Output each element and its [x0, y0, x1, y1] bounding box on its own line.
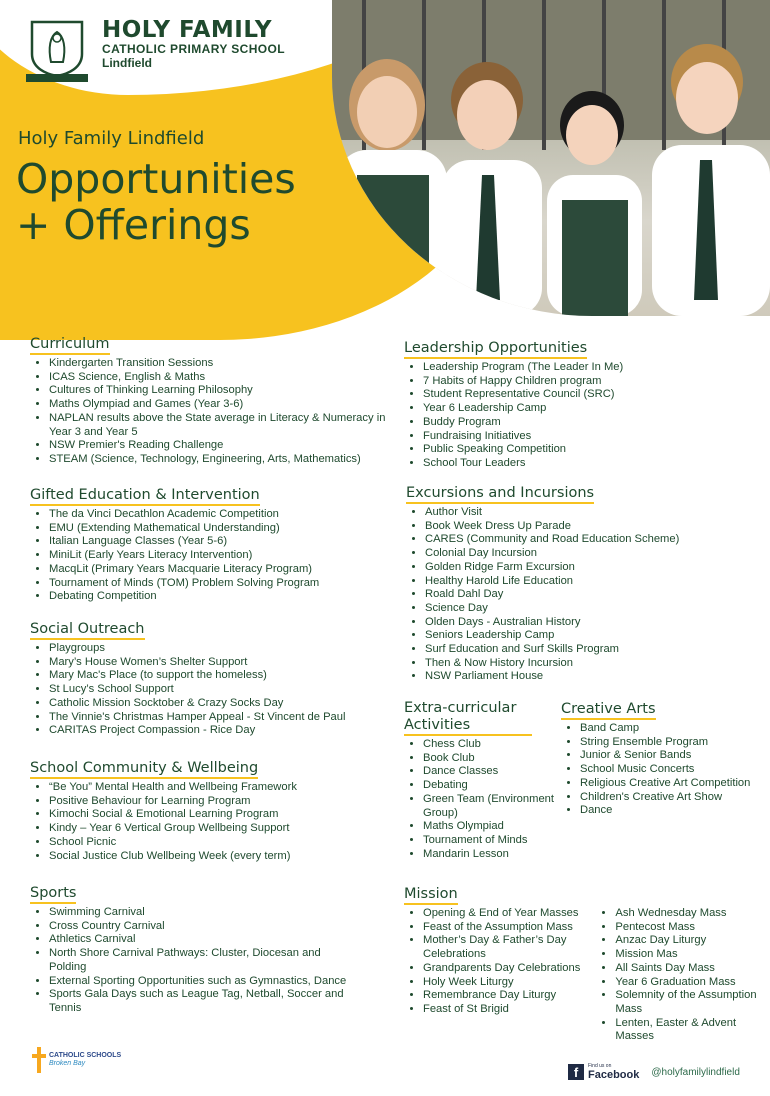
catholic-schools-logo — [32, 1045, 121, 1075]
list-item: • Mission Mas — [615, 948, 764, 962]
section-social-outreach — [30, 620, 400, 738]
list-item: • Debating — [423, 779, 554, 793]
item-list — [406, 506, 756, 684]
list-item: • ICAS Science, English & Maths — [49, 371, 400, 385]
list-item: • String Ensemble Program — [580, 736, 751, 750]
section-gifted — [30, 486, 400, 604]
fb-big-text: Facebook — [588, 1069, 640, 1081]
list-item: • “Be You” Mental Health and Wellbeing Framework — [49, 781, 400, 795]
list-item: • Religious Creative Art Competition — [580, 777, 751, 791]
list-item: • EMU (Extending Mathematical Understanding) — [49, 522, 400, 536]
list-item: • Children's Creative Art Show — [580, 791, 751, 805]
list-item: • St Lucy’s School Support — [49, 683, 400, 697]
section-heading: School Community & Wellbeing — [30, 760, 258, 779]
list-item: • Feast of St Brigid — [423, 1003, 596, 1017]
list-item: • All Saints Day Mass — [615, 962, 764, 976]
page-title — [16, 156, 296, 248]
list-item: • NAPLAN results above the State average in Literacy & Numeracy in Year 3 and Year 5 — [49, 412, 400, 439]
list-item: • The da Vinci Decathlon Academic Competition — [49, 508, 400, 522]
list-item: • Positive Behaviour for Learning Program — [49, 795, 400, 809]
list-item: • Dance — [580, 804, 751, 818]
list-item: • Fundraising Initiatives — [423, 430, 754, 444]
list-item: • Chess Club — [423, 738, 554, 752]
item-list-right — [596, 907, 764, 1044]
list-item: • Band Camp — [580, 722, 751, 736]
item-list — [30, 357, 400, 467]
section-heading: Social Outreach — [30, 621, 145, 640]
list-item: • NSW Parliament House — [425, 670, 756, 684]
section-curriculum — [30, 335, 400, 467]
list-item: • External Sporting Opportunities such as Gymnastics, Dance — [49, 975, 360, 989]
list-item: • Golden Ridge Farm Excursion — [425, 561, 756, 575]
list-item: • Social Justice Club Wellbeing Week (every term) — [49, 850, 400, 864]
item-list — [30, 906, 360, 1016]
crest-icon — [24, 18, 90, 82]
school-name: HOLY FAMILY — [102, 17, 273, 43]
facebook-icon: f — [568, 1064, 584, 1080]
item-list — [561, 722, 751, 818]
section-heading: Leadership Opportunities — [404, 340, 587, 359]
list-item: • Kimochi Social & Emotional Learning Program — [49, 808, 400, 822]
list-item: • STEAM (Science, Technology, Engineering, Arts, Mathematics) — [49, 453, 400, 467]
list-item: • North Shore Carnival Pathways: Cluster, Diocesan and Polding — [49, 947, 360, 974]
title-line-1: Opportunities — [16, 155, 296, 203]
list-item: • Seniors Leadership Camp — [425, 629, 756, 643]
section-leadership — [404, 339, 754, 471]
list-item: • The Vinnie's Christmas Hamper Appeal - St Vincent de Paul — [49, 711, 400, 725]
item-list — [30, 508, 400, 604]
list-item: • Kindergarten Transition Sessions — [49, 357, 400, 371]
list-item: • Mother’s Day & Father’s Day Celebrations — [423, 934, 596, 961]
section-heading: Curriculum — [30, 336, 110, 355]
list-item: • Colonial Day Incursion — [425, 547, 756, 561]
list-item: • Cross Country Carnival — [49, 920, 360, 934]
item-list — [404, 361, 754, 471]
section-mission — [404, 885, 764, 1044]
item-list — [30, 781, 400, 863]
item-list-left — [404, 907, 596, 1044]
list-item: • Maths Olympiad — [423, 820, 554, 834]
item-list — [404, 738, 554, 861]
list-item: • Solemnity of the Assumption Mass — [615, 989, 764, 1016]
section-heading: Excursions and Incursions — [406, 485, 594, 504]
cross-icon — [32, 1045, 46, 1075]
list-item: • Italian Language Classes (Year 5-6) — [49, 535, 400, 549]
list-item: • MacqLit (Primary Years Macquarie Literacy Program) — [49, 563, 400, 577]
list-item: • Leadership Program (The Leader In Me) — [423, 361, 754, 375]
section-community — [30, 759, 400, 863]
list-item: • Then & Now History Incursion — [425, 657, 756, 671]
list-item: • Science Day — [425, 602, 756, 616]
list-item: • Kindy – Year 6 Vertical Group Wellbeing Support — [49, 822, 400, 836]
list-item: • Pentecost Mass — [615, 921, 764, 935]
list-item: • Catholic Mission Socktober & Crazy Socks Day — [49, 697, 400, 711]
list-item: • Olden Days - Australian History — [425, 616, 756, 630]
section-heading: Extra-curricular Activities — [404, 700, 532, 736]
school-logo — [24, 18, 285, 82]
school-location: Lindfield — [102, 56, 152, 70]
list-item: • Book Club — [423, 752, 554, 766]
section-excursions — [406, 484, 756, 684]
section-sports — [30, 884, 360, 1016]
list-item: • Maths Olympiad and Games (Year 3-6) — [49, 398, 400, 412]
page-kicker: Holy Family Lindfield — [18, 128, 205, 149]
section-heading: Gifted Education & Intervention — [30, 487, 260, 506]
list-item: • Student Representative Council (SRC) — [423, 388, 754, 402]
list-item: • Lenten, Easter & Advent Masses — [615, 1017, 764, 1044]
list-item: • Healthy Harold Life Education — [425, 575, 756, 589]
list-item: • Public Speaking Competition — [423, 443, 754, 457]
list-item: • Book Week Dress Up Parade — [425, 520, 756, 534]
list-item: • Cultures of Thinking Learning Philosophy — [49, 384, 400, 398]
list-item: • Sports Gala Days such as League Tag, Netball, Soccer and Tennis — [49, 988, 360, 1015]
fb-small-text: Find us on — [588, 1063, 612, 1069]
list-item: • Ash Wednesday Mass — [615, 907, 764, 921]
list-item: • Opening & End of Year Masses — [423, 907, 596, 921]
section-heading: Mission — [404, 886, 458, 905]
list-item: • Playgroups — [49, 642, 400, 656]
list-item: • 7 Habits of Happy Children program — [423, 375, 754, 389]
cs-line-2: Broken Bay — [49, 1060, 86, 1067]
school-subtitle: CATHOLIC PRIMARY SCHOOL — [102, 42, 285, 56]
list-item: • Buddy Program — [423, 416, 754, 430]
list-item: • School Tour Leaders — [423, 457, 754, 471]
list-item: • Surf Education and Surf Skills Program — [425, 643, 756, 657]
list-item: • Debating Competition — [49, 590, 400, 604]
list-item: • Holy Week Liturgy — [423, 976, 596, 990]
facebook-handle[interactable]: @holyfamilylindfield — [651, 1066, 740, 1078]
list-item: • CARITAS Project Compassion - Rice Day — [49, 724, 400, 738]
list-item: • Swimming Carnival — [49, 906, 360, 920]
list-item: • CARES (Community and Road Education Scheme) — [425, 533, 756, 547]
list-item: • Junior & Senior Bands — [580, 749, 751, 763]
list-item: • Athletics Carnival — [49, 933, 360, 947]
list-item: • Anzac Day Liturgy — [615, 934, 764, 948]
list-item: • Mary Mac's Place (to support the homeless) — [49, 669, 400, 683]
list-item: • Tournament of Minds (TOM) Problem Solving Program — [49, 577, 400, 591]
section-heading: Creative Arts — [561, 701, 656, 720]
list-item: • Year 6 Leadership Camp — [423, 402, 754, 416]
list-item: • Grandparents Day Celebrations — [423, 962, 596, 976]
facebook-badge[interactable] — [568, 1063, 740, 1081]
list-item: • Year 6 Graduation Mass — [615, 976, 764, 990]
list-item: • Roald Dahl Day — [425, 588, 756, 602]
list-item: • MiniLit (Early Years Literacy Intervention) — [49, 549, 400, 563]
list-item: • Dance Classes — [423, 765, 554, 779]
section-extracurricular — [404, 700, 554, 861]
list-item: • Feast of the Assumption Mass — [423, 921, 596, 935]
section-creative-arts — [561, 700, 751, 818]
list-item: • Remembrance Day Liturgy — [423, 989, 596, 1003]
list-item: • School Music Concerts — [580, 763, 751, 777]
section-heading: Sports — [30, 885, 76, 904]
list-item: • Author Visit — [425, 506, 756, 520]
list-item: • Tournament of Minds — [423, 834, 554, 848]
list-item: • Mary’s House Women’s Shelter Support — [49, 656, 400, 670]
list-item: • Green Team (Environment Group) — [423, 793, 554, 820]
list-item: • NSW Premier's Reading Challenge — [49, 439, 400, 453]
list-item: • School Picnic — [49, 836, 400, 850]
cs-line-1: CATHOLIC SCHOOLS — [49, 1052, 122, 1059]
list-item: • Mandarin Lesson — [423, 848, 554, 862]
item-list — [30, 642, 400, 738]
title-line-2: + Offerings — [16, 201, 251, 249]
